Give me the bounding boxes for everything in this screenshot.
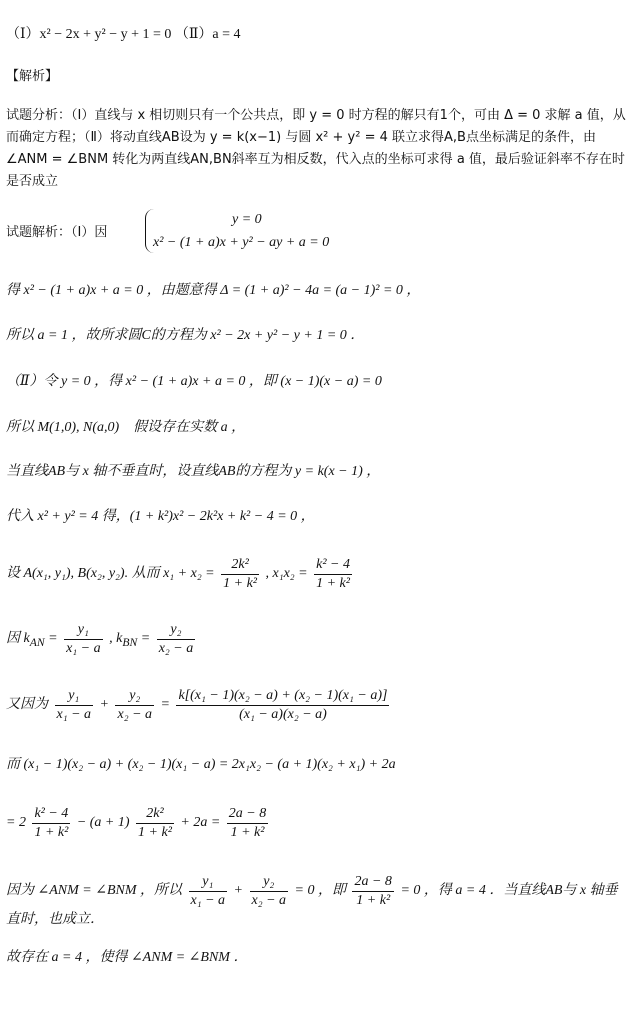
slope-sub-bn: BN xyxy=(122,636,138,650)
sum-numerator: 2k² xyxy=(231,557,249,572)
section-heading: 【解析】 xyxy=(6,69,59,84)
system-equation-1: y = 0 xyxy=(232,212,262,227)
conclusion-text-c: = 0 ，即 xyxy=(294,883,346,899)
sum-fraction xyxy=(221,556,259,592)
slope-sum-denominator-1: x₁ − a xyxy=(56,706,92,722)
slope-sum-line xyxy=(6,687,392,723)
analysis-paragraph: 试题分析：（Ⅰ）直线与 x 相切则只有一个公共点，即 y = 0 时方程的解只有1个，可由 Δ = 0 求解 a 值，从而确定方程；（Ⅱ）将动直线AB设为 y = k(x−1) 与圆 x² + y² = 4 联立求得A,B点坐标满足的条件，由 ∠ANM = ∠BNM 转化为两直线AN,BN斜率互为相反数，代入点的坐标可求得 a 值，最后验证斜率不存在时是否成立 xyxy=(6,108,626,189)
slope-sub-an: AN xyxy=(29,636,45,650)
conclusion-denominator-2: x₂ − a xyxy=(251,892,287,908)
slope-an-fraction xyxy=(64,621,103,657)
conclusion-fraction-2 xyxy=(250,873,289,909)
simplify-text-b: − (a + 1) xyxy=(76,815,130,831)
slope-sum-text-b: + xyxy=(99,697,109,713)
conclusion-numerator-2: y₂ xyxy=(263,874,275,889)
simplify-fraction-3 xyxy=(227,805,268,841)
simplify-denominator-1: 1 + k² xyxy=(34,824,69,840)
slope-sum-denominator-3: (x₁ − a)(x₂ − a) xyxy=(176,705,389,724)
vieta-text-b: , x₁x₂ = xyxy=(265,566,308,582)
slope-sum-numerator-1: y₁ xyxy=(68,688,80,703)
simplify-denominator-2: 1 + k² xyxy=(138,824,172,840)
conclusion-denominator-3: 1 + k² xyxy=(352,891,393,910)
final-answer-line: 故存在 a = 4 ，使得 ∠ANM = ∠BNM ． xyxy=(6,950,248,965)
conclusion-denominator-1: x₁ − a xyxy=(190,892,226,908)
line-ab-equation: 当直线AB与 x 轴不垂直时，设直线AB的方程为 y = k(x − 1) ， xyxy=(6,464,381,479)
simplify-denominator-3: 1 + k² xyxy=(227,823,268,842)
slope-bn-fraction xyxy=(157,621,196,657)
slope-sum-fraction-3 xyxy=(176,687,389,723)
system-equation-2: x² − (1 + a)x + y² − ay + a = 0 xyxy=(153,235,330,250)
vieta-line xyxy=(6,556,355,592)
slope-text-b: = xyxy=(48,631,58,647)
slope-text-d: = xyxy=(140,631,151,647)
conclusion-numerator-1: y₁ xyxy=(202,874,214,889)
slope-bn-numerator: y₂ xyxy=(170,622,182,637)
discriminant-line: 得 x² − (1 + a)x + a = 0 ，由题意得 Δ = (1 + a)² − 4a = (a − 1)² = 0 ， xyxy=(6,283,421,298)
slope-sum-fraction-2 xyxy=(115,687,154,723)
circle-equation-line: 所以 a = 1 ，故所求圆C的方程为 x² − 2x + y² − y + 1 = 0 ． xyxy=(6,328,365,343)
slope-sum-text-a: 又因为 xyxy=(6,697,48,713)
product-denominator: 1 + k² xyxy=(316,575,350,591)
substitution-line: 代入 x² + y² = 4 得，(1 + k²)x² − 2k²x + k² − 4 = 0 ， xyxy=(6,509,315,524)
conclusion-text-a: 因为 ∠ANM = ∠BNM ，所以 xyxy=(6,883,183,899)
slope-text-c: , k xyxy=(109,631,123,647)
conclusion-line xyxy=(6,873,618,909)
slope-sum-fraction-1 xyxy=(55,687,94,723)
vieta-text-a: 设 A(x₁, y₁), B(x₂, y₂). 从而 x₁ + x₂ = xyxy=(6,566,215,582)
conclusion-fraction-3 xyxy=(352,873,393,909)
conclusion-numerator-3: 2a − 8 xyxy=(354,874,392,889)
slope-text-a: 因 k xyxy=(6,631,30,647)
part2-setup-line: （Ⅱ）令 y = 0 ，得 x² − (1 + a)x + a = 0 ，即 (x − 1)(x − a) = 0 xyxy=(6,374,382,389)
conclusion-text-d: = 0 ，得 a = 4 ．当直线AB与 x 轴垂 xyxy=(400,883,618,899)
sum-denominator: 1 + k² xyxy=(223,575,257,591)
simplification-line xyxy=(6,805,271,841)
simplify-text-c: + 2a = xyxy=(180,815,221,831)
simplify-numerator-2: 2k² xyxy=(146,806,164,821)
conclusion-fraction-1 xyxy=(189,873,228,909)
vertical-case-line: 直时，也成立． xyxy=(6,912,104,927)
product-fraction xyxy=(314,556,352,592)
conclusion-text-b: + xyxy=(233,883,243,899)
slope-line xyxy=(6,621,198,657)
simplify-numerator-1: k² − 4 xyxy=(34,806,69,821)
slope-sum-numerator-3: k[(x₁ − 1)(x₂ − a) + (x₂ − 1)(x₁ − a)] xyxy=(178,688,388,703)
answer-line: （Ⅰ）x² − 2x + y² − y + 1 = 0 （Ⅱ）a = 4 xyxy=(6,27,241,42)
points-line: 所以 M(1,0), N(a,0) 假设存在实数 a ， xyxy=(6,420,246,435)
solution-intro: 试题解析：（Ⅰ）因 xyxy=(6,225,108,240)
expansion-line: 而 (x₁ − 1)(x₂ − a) + (x₂ − 1)(x₁ − a) = 2x₁x₂ − (a + 1)(x₂ + x₁) + 2a xyxy=(6,757,396,772)
slope-an-denominator: x₁ − a xyxy=(66,640,101,656)
simplify-fraction-1 xyxy=(32,805,70,841)
slope-bn-denominator: x₂ − a xyxy=(158,640,194,656)
simplify-fraction-2 xyxy=(136,805,174,841)
slope-sum-numerator-2: y₂ xyxy=(129,688,141,703)
slope-sum-text-c: = xyxy=(160,697,170,713)
slope-an-numerator: y₁ xyxy=(77,622,89,637)
simplify-text-a: = 2 xyxy=(6,815,26,831)
simplify-numerator-3: 2a − 8 xyxy=(228,806,267,821)
slope-sum-denominator-2: x₂ − a xyxy=(117,706,153,722)
product-numerator: k² − 4 xyxy=(316,557,350,572)
